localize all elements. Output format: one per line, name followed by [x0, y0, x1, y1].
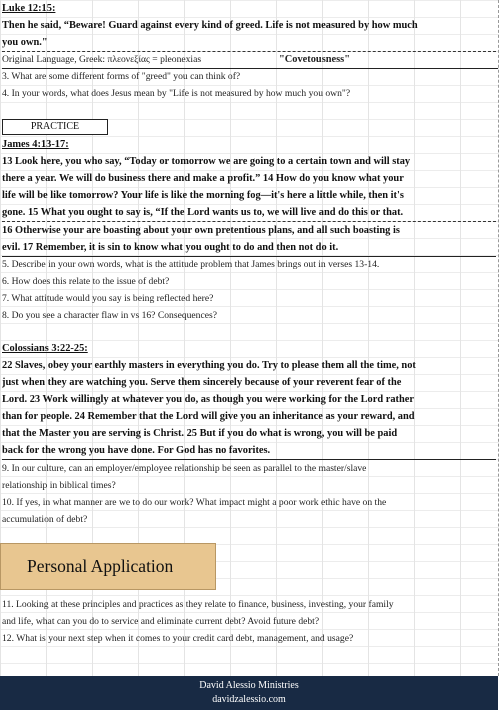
footer-site[interactable]: davidzalessio.com [212, 694, 286, 705]
question-10-cont: accumulation of debt? [2, 514, 88, 525]
luke-verse [2, 17, 496, 52]
verse-line: there a year. We will do business there and make a profit.” 14 How do you know what your [2, 173, 404, 184]
verse-line: just when they are watching you. Serve them sincerely because of your reverent fear of the [2, 377, 402, 388]
verse-line: than for people. 24 Remember that the Lord will give you an inheritance as your reward, and [2, 411, 415, 422]
verse-line: evil. 17 Remember, it is sin to know what you ought to do and then not do it. [2, 239, 496, 257]
verse-line: 22 Slaves, obey your earthly masters in everything you do. Try to please them all the time, not [2, 360, 416, 371]
question-11-cont: and life, what can you do to service and eliminate current debt? Avoid future debt? [2, 616, 320, 627]
verse-line: 13 Look here, you who say, “Today or tomorrow we are going to a certain town and will stay [2, 156, 411, 167]
colossians-reference: Colossians 3:22-25: [2, 343, 88, 354]
personal-application-heading: Personal Application [0, 543, 216, 590]
question-4: 4. In your words, what does Jesus mean by "Life is not measured by how much you own"? [2, 88, 351, 99]
question-11: 11. Looking at these principles and practices as they relate to finance, business, investing, your family [2, 599, 394, 610]
greek-meaning: "Covetousness" [279, 54, 350, 65]
verse-line: 16 Otherwise your are boasting about your own pretentious plans, and all such boasting is [2, 225, 400, 236]
footer-org: David Alessio Ministries [199, 680, 299, 691]
question-3: 3. What are some different forms of "greed" you can think of? [2, 71, 241, 82]
colossians-verse [2, 357, 496, 460]
verse-line: gone. 15 What you ought to say is, “If the Lord wants us to, we will live and do this or that. [2, 204, 496, 222]
question-12: 12. What is your next step when it comes to your credit card debt, management, and usage? [2, 633, 354, 644]
footer [0, 676, 498, 710]
verse-line: that the Master you are serving is Christ. 25 But if you do what is wrong, you will be paid [2, 428, 398, 439]
verse-line: Then he said, “Beware! Guard against every kind of greed. Life is not measured by how much [2, 20, 418, 31]
question-5: 5. Describe in your own words, what is the attitude problem that James brings out in verses 13-14. [2, 259, 380, 270]
question-9-cont: relationship in biblical times? [2, 480, 116, 491]
verse-line: you own." [2, 37, 48, 48]
question-6: 6. How does this relate to the issue of debt? [2, 276, 170, 287]
question-9: 9. In our culture, can an employer/employee relationship be seen as parallel to the master/slave [2, 463, 367, 474]
question-7: 7. What attitude would you say is being reflected here? [2, 293, 214, 304]
question-10: 10. If yes, in what manner are we to do our work? What impact might a poor work ethic have on the [2, 497, 387, 508]
james-reference: James 4:13-17: [2, 139, 69, 150]
question-8: 8. Do you see a character flaw in vs 16? Consequences? [2, 310, 217, 321]
james-verse [2, 153, 496, 257]
luke-reference: Luke 12:15: [2, 3, 56, 14]
greek-note: Original Language, Greek: πλεονεξίας = pleonexias [2, 54, 202, 65]
greek-note-row [2, 51, 498, 69]
verse-line: back for the wrong you have done. For God has no favorites. [2, 442, 496, 460]
practice-label: PRACTICE [2, 119, 108, 135]
verse-line: life will be like tomorrow? Your life is like the morning fog—it's here a little while, then it's [2, 190, 404, 201]
verse-line: Lord. 23 Work willingly at whatever you do, as though you were working for the Lord rather [2, 394, 414, 405]
